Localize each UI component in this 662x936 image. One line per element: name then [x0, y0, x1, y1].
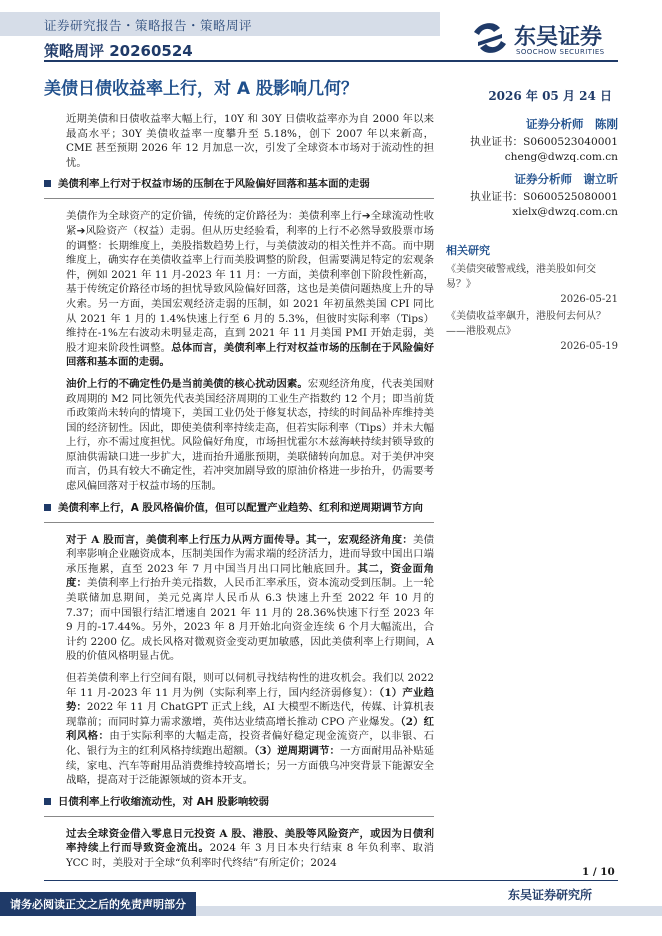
footer-org: 东吴证券研究所 — [508, 888, 593, 902]
bullet-square-icon — [44, 504, 51, 511]
paragraph-text: 由于实际利率的大幅走高，投资者偏好稳定现金流资产，以非银、石化、银行为主的红利风格持续跑出超额。 — [66, 730, 435, 757]
section-heading-text: 美债利率上行对于权益市场的压制在于风险偏好回落和基本面的走弱 — [58, 178, 370, 191]
paragraph-text: 2024 年 3 月日本央行结束 8 年负利率、取消 YCC 时，美股对于全球“负利率时代终结”有所定价；2024 — [66, 842, 434, 869]
analyst-email[interactable]: cheng@dwzq.com.cn — [504, 151, 618, 163]
section-heading-3 — [44, 795, 434, 817]
paragraph-emphasis: （2）红利风格： — [66, 715, 434, 743]
footer-divider — [44, 880, 618, 881]
analyst-title: 证券分析师 谢立昕 — [514, 172, 618, 186]
section-heading-2 — [44, 501, 434, 523]
paragraph-emphasis: 油价上行的不确定性仍是当前美债的核心扰动因素。 — [66, 377, 308, 390]
intro-paragraph: 近期美债和日债收益率大幅上行，10Y 和 30Y 日债收益率亦为自 2000 年以来最高水平；30Y 美债收益率一度攀升至 5.18%，创下 2007 年以来新高，CME 甚至预期 2026 年 12 月加息一次，引发了全球资本市场对于流动性的担忧。 — [66, 113, 434, 169]
main-column — [44, 112, 434, 878]
breadcrumb: 证券研究报告・策略报告・策略周评 — [44, 18, 253, 33]
soochow-logo-icon — [470, 18, 510, 58]
body-paragraph — [44, 671, 434, 788]
disclaimer-note: 请务必阅读正文之后的免责声明部分 — [10, 898, 186, 911]
related-research-title: 相关研究 — [446, 244, 490, 257]
analyst-license: 执业证书：S0600525080001 — [470, 191, 618, 203]
logo-text: 东吴证券 — [514, 25, 603, 50]
paragraph-text: 美债利率上行抬升美元指数，人民币汇率承压，资本流动受到压制。上一轮美联储加息期间，美元兑离岸人民币从 6.3 快速上升至 2022 年 10 月的 7.37；而中国银行结汇增速自 2021 年 11 月的 28.36%快速下行至 2023 年 9 月的-17.44%。另外，2023 年 8 月开始北向资金连续 6 个月大幅流出，合计约 2200 亿。成长风格对微观资金变动更加敏感，因此美债利率上行期间，A 股的价值风格明显占优。 — [66, 577, 435, 663]
report-date: 2026 年 05 月 24 日 — [488, 89, 612, 103]
paragraph-emphasis: 其二，资金面角度： — [66, 562, 434, 590]
related-research-date: 2026-05-19 — [560, 341, 618, 352]
body-paragraph — [44, 827, 434, 871]
paragraph-emphasis: （3）逆周期调节： — [254, 744, 340, 757]
paragraph-text: 美债利率影响企业融资成本，压制美国作为需求端的经济活力，进而导致中国出口端承压拖累，直至 2023 年 7 月中国当月出口同比触底回升。 — [66, 533, 435, 575]
related-research-link[interactable]: 《美债收益率飙升，港股何去何从？——港股观点》 — [446, 311, 606, 337]
analyst-block — [446, 116, 618, 165]
paragraph-emphasis: 对于 A 股而言，美债利率上行压力从两方面传导。其一，宏观经济角度： — [66, 533, 413, 546]
paragraph-text: 但若美债利率上行空间有限，则可以伺机寻找结构性的进攻机会。我们以 2022 年 11 月-2023 年 11 月为例（实际利率上行，国内经济弱修复）： — [66, 672, 434, 699]
analyst-title: 证券分析师 陈刚 — [526, 117, 618, 131]
section-heading-text: 美债利率上行，A 股风格偏价值，但可以配置产业趋势、红利和逆周期调节方向 — [58, 501, 423, 514]
body-paragraph — [44, 533, 434, 664]
page-number: 1 / 10 — [582, 866, 615, 878]
paragraph-text: 一方面耐用品补贴延续，家电、汽车等耐用品消费维持较高增长；另一方面俄乌冲突背景下能源安全战略，提高对于泛能源领域的资本开支。 — [66, 744, 435, 787]
paragraph-text: 宏观经济角度，代表美国财政周期的 M2 同比领先代表美国经济周期的工业生产指数约 12 个月；即当前货币政策尚未转向的情境下，美国工业仍处于修复状态，持续的时间品补库维持美国的经济韧性。因此，即使美债利率持续走高，但若实际利率（Tips）并未大幅上行，亦不需过度担忧。风险偏好角度，市场担忧霍尔木兹海峡持续封锁导致的原油供需缺口进一步扩大，进而抬升通胀预期，美联储转向加息。对于美伊冲突而言，仍具有较大不确定性，若冲突加剧导致的原油价格进一步抬升，仍需要考虑风偏回落对于权益市场的压制。 — [66, 377, 435, 493]
related-research-date: 2026-05-21 — [560, 294, 618, 305]
body-paragraph — [44, 209, 434, 370]
analyst-block — [446, 171, 618, 220]
bullet-square-icon — [44, 180, 51, 187]
analyst-email[interactable]: xielx@dwzq.com.cn — [512, 206, 618, 218]
body-paragraph — [44, 377, 434, 494]
paragraph-emphasis: 总体而言，美债利率上行对权益市场的压制在于风险偏好回落和基本面的走弱。 — [66, 341, 435, 369]
paragraph-emphasis: 过去全球资金借入零息日元投资 A 股、港股、美股等风险资产，或因为日债利率持续上行而导致资金流出。 — [66, 827, 434, 855]
paragraph-emphasis: （1）产业趋势： — [66, 686, 434, 714]
section-heading-1 — [44, 177, 434, 199]
sidebar — [446, 116, 618, 356]
bullet-square-icon — [44, 798, 51, 805]
report-title: 美债日债收益率上行，对 A 股影响几何？ — [44, 79, 358, 99]
related-research-link[interactable]: 《美债突破警戒线，港美股如何交易？》 — [446, 264, 596, 290]
paragraph-text: 美债作为全球资产的定价锚，传统的定价路径为：美债利率上行➔全球流动性收紧➔风险资产（权益）走弱。但从历史经验看，利率的上行不必然导致股票市场的调整：长期维度上，美股指数趋势上行，与美债波动的相关性并不高。而中期维度上，确实存在美债收益率上行而美股调整的阶段，但需要满足特定的宏观条件，例如 2021 年 11 月-2023 年 11 月：一方面，美债利率创下阶段性新高，基于传统定价路径市场的担忧导致风险偏好回落，这也是美债问题热度上升的导火索。另一方面，美国宏观经济走弱的压制，如 2021 年初虽然美国 CPI 同比从 2021 年 1 月的 1.4%快速上行至 6 月的 5.3%，但彼时实际利率（Tips）维持在-1%左右波动未明显走高，直到 2021 年 11 月美国 PMI 开始走弱，美股才迎来阶段性调整。 — [66, 210, 434, 354]
analyst-license: 执业证书：S0600523040001 — [470, 136, 618, 148]
footer-band-light — [196, 906, 662, 916]
paragraph-text: 2022 年 11 月 ChatGPT 正式上线，AI 大模型不断迭代，传媒、计算机表现靠前；而同时算力需求激增，英伟达业绩高增长推动 CPO 产业爆发。 — [66, 701, 435, 728]
section-heading-text: 日债利率上行收缩流动性，对 AH 股影响较弱 — [58, 795, 270, 808]
brand-logo — [470, 18, 630, 62]
logo-subtext: SOOCHOW SECURITIES — [516, 48, 605, 56]
doc-code: 策略周评 20260524 — [44, 42, 193, 60]
